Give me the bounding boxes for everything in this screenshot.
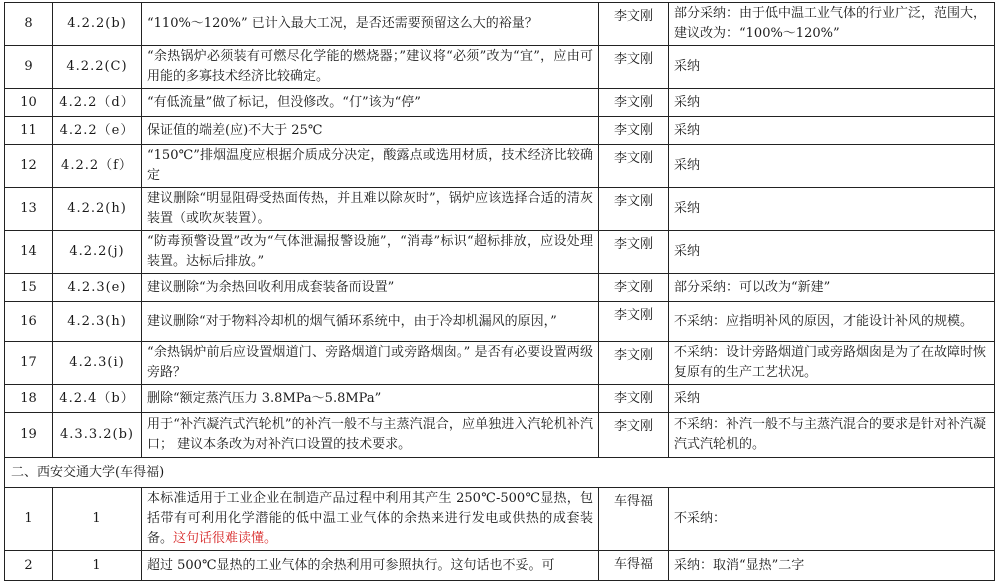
table-row [5,145,995,188]
clause-number: 1 [53,488,142,551]
commenter-name: 李文刚 [599,89,669,117]
handling-result: 不采纳： [669,488,995,551]
commenter-name: 李文刚 [599,385,669,413]
commenter-name: 李文刚 [599,3,669,46]
commenter-name: 李文刚 [599,413,669,458]
table-row [5,46,995,89]
table-row [5,413,995,458]
row-number: 2 [5,551,53,581]
opinion-text: 用于“补汽凝汽式汽轮机”的补汽一般不与主蒸汽混合，应单独进入汽轮机补汽口； 建议本条改为对补汽口设置的技术要求。 [142,413,599,458]
commenter-name: 李文刚 [599,145,669,188]
commenter-name: 李文刚 [599,231,669,274]
handling-result: 不采纳：设计旁路烟道门或旁路烟囱是为了在故障时恢复原有的生产工艺状况。 [669,342,995,385]
table-row [5,342,995,385]
commenter-name: 李文刚 [599,274,669,302]
row-number: 9 [5,46,53,89]
row-number: 15 [5,274,53,302]
row-number: 12 [5,145,53,188]
table-row [5,302,995,342]
opinion-text: “110%～120%” 已计入最大工况，是否还需要预留这么大的裕量？ [142,3,599,46]
handling-result: 部分采纳：由于低中温工业气体的行业广泛，范围大，建议改为：“100%～120%” [669,3,995,46]
handling-result: 采纳 [669,117,995,145]
clause-number: 4.2.2(C) [53,46,142,89]
handling-result: 不采纳：补汽一般不与主蒸汽混合的要求是针对补汽凝汽式汽轮机的。 [669,413,995,458]
clause-number: 4.3.3.2(b) [53,413,142,458]
row-number: 18 [5,385,53,413]
commenter-name: 李文刚 [599,302,669,342]
handling-result: 采纳 [669,46,995,89]
handling-result: 采纳：取消“显热”二字 [669,551,995,581]
clause-number: 4.2.2（d） [53,89,142,117]
clause-number: 4.2.3(e) [53,274,142,302]
comment-table [4,2,995,581]
handling-result: 不采纳：应指明补风的原因，才能设计补风的规模。 [669,302,995,342]
clause-number: 4.2.4（b） [53,385,142,413]
opinion-text: “余热锅炉必须装有可燃尽化学能的燃烧器；”建议将“必须”改为“宜”，应由可用能的多寡技术经济比较确定。 [142,46,599,89]
row-number: 17 [5,342,53,385]
commenter-name: 车得福 [599,551,669,581]
clause-number: 4.2.3(i) [53,342,142,385]
table-row [5,274,995,302]
handling-result: 采纳 [669,188,995,231]
opinion-text: 删除“额定蒸汽压力 3.8MPa～5.8MPa” [142,385,599,413]
row-number: 16 [5,302,53,342]
table-row [5,117,995,145]
table-row [5,488,995,551]
opinion-text: 建议删除“明显阻碍受热面传热，并且难以除灰时”，锅炉应该选择合适的清灰装置（或吹灰装置）。 [142,188,599,231]
section-title: 二、西安交通大学(车得福) [5,458,995,488]
handling-result: 采纳 [669,231,995,274]
row-number: 13 [5,188,53,231]
table-row [5,551,995,581]
handling-result: 采纳 [669,385,995,413]
row-number: 1 [5,488,53,551]
clause-number: 4.2.3(h) [53,302,142,342]
opinion-text: 超过 500℃显热的工业气体的余热利用可参照执行。这句话也不妥。可 [142,551,599,581]
clause-number: 4.2.2(j) [53,231,142,274]
commenter-name: 李文刚 [599,342,669,385]
table-row [5,385,995,413]
handling-result: 采纳 [669,145,995,188]
opinion-text: 保证值的端差(应)不大于 25℃ [142,117,599,145]
commenter-name: 李文刚 [599,46,669,89]
handling-result: 部分采纳：可以改为“新建” [669,274,995,302]
opinion-text: 建议删除“对于物料冷却机的烟气循环系统中，由于冷却机漏风的原因，” [142,302,599,342]
row-number: 19 [5,413,53,458]
opinion-text: 建议删除“为余热回收利用成套装备而设置” [142,274,599,302]
clause-number: 1 [53,551,142,581]
row-number: 10 [5,89,53,117]
table-row [5,3,995,46]
row-number: 11 [5,117,53,145]
row-number: 8 [5,3,53,46]
clause-number: 4.2.2（e） [53,117,142,145]
commenter-name: 李文刚 [599,188,669,231]
clause-number: 4.2.2(b) [53,3,142,46]
commenter-name: 车得福 [599,488,669,551]
section-header-row [5,458,995,488]
opinion-text: “防毒预警设置”改为“气体泄漏报警设施”，“消毒”标识“超标排放，应设处理装置。达标后排放。” [142,231,599,274]
opinion-text: “150℃”排烟温度应根据介质成分决定，酸露点或选用材质，技术经济比较确定 [142,145,599,188]
clause-number: 4.2.2（f） [53,145,142,188]
table-row [5,231,995,274]
clause-number: 4.2.2(h) [53,188,142,231]
commenter-name: 李文刚 [599,117,669,145]
opinion-text: “有低流量”做了标记，但没修改。“仃”该为“停” [142,89,599,117]
table-row [5,188,995,231]
opinion-main-text: 本标准适用于工业企业在制造产品过程中利用其产生 250℃-500℃显热，包括带有可利用化学潜能的低中温工业气体的余热来进行发电或供热的成套装备。 [147,491,593,546]
opinion-text: “余热锅炉前后应设置烟道门、旁路烟道门或旁路烟囱。” 是否有必要设置两级旁路？ [142,342,599,385]
handling-result: 采纳 [669,89,995,117]
opinion-remark-red: 这句话很难读懂。 [173,531,278,546]
opinion-text [142,488,599,551]
table-row [5,89,995,117]
row-number: 14 [5,231,53,274]
